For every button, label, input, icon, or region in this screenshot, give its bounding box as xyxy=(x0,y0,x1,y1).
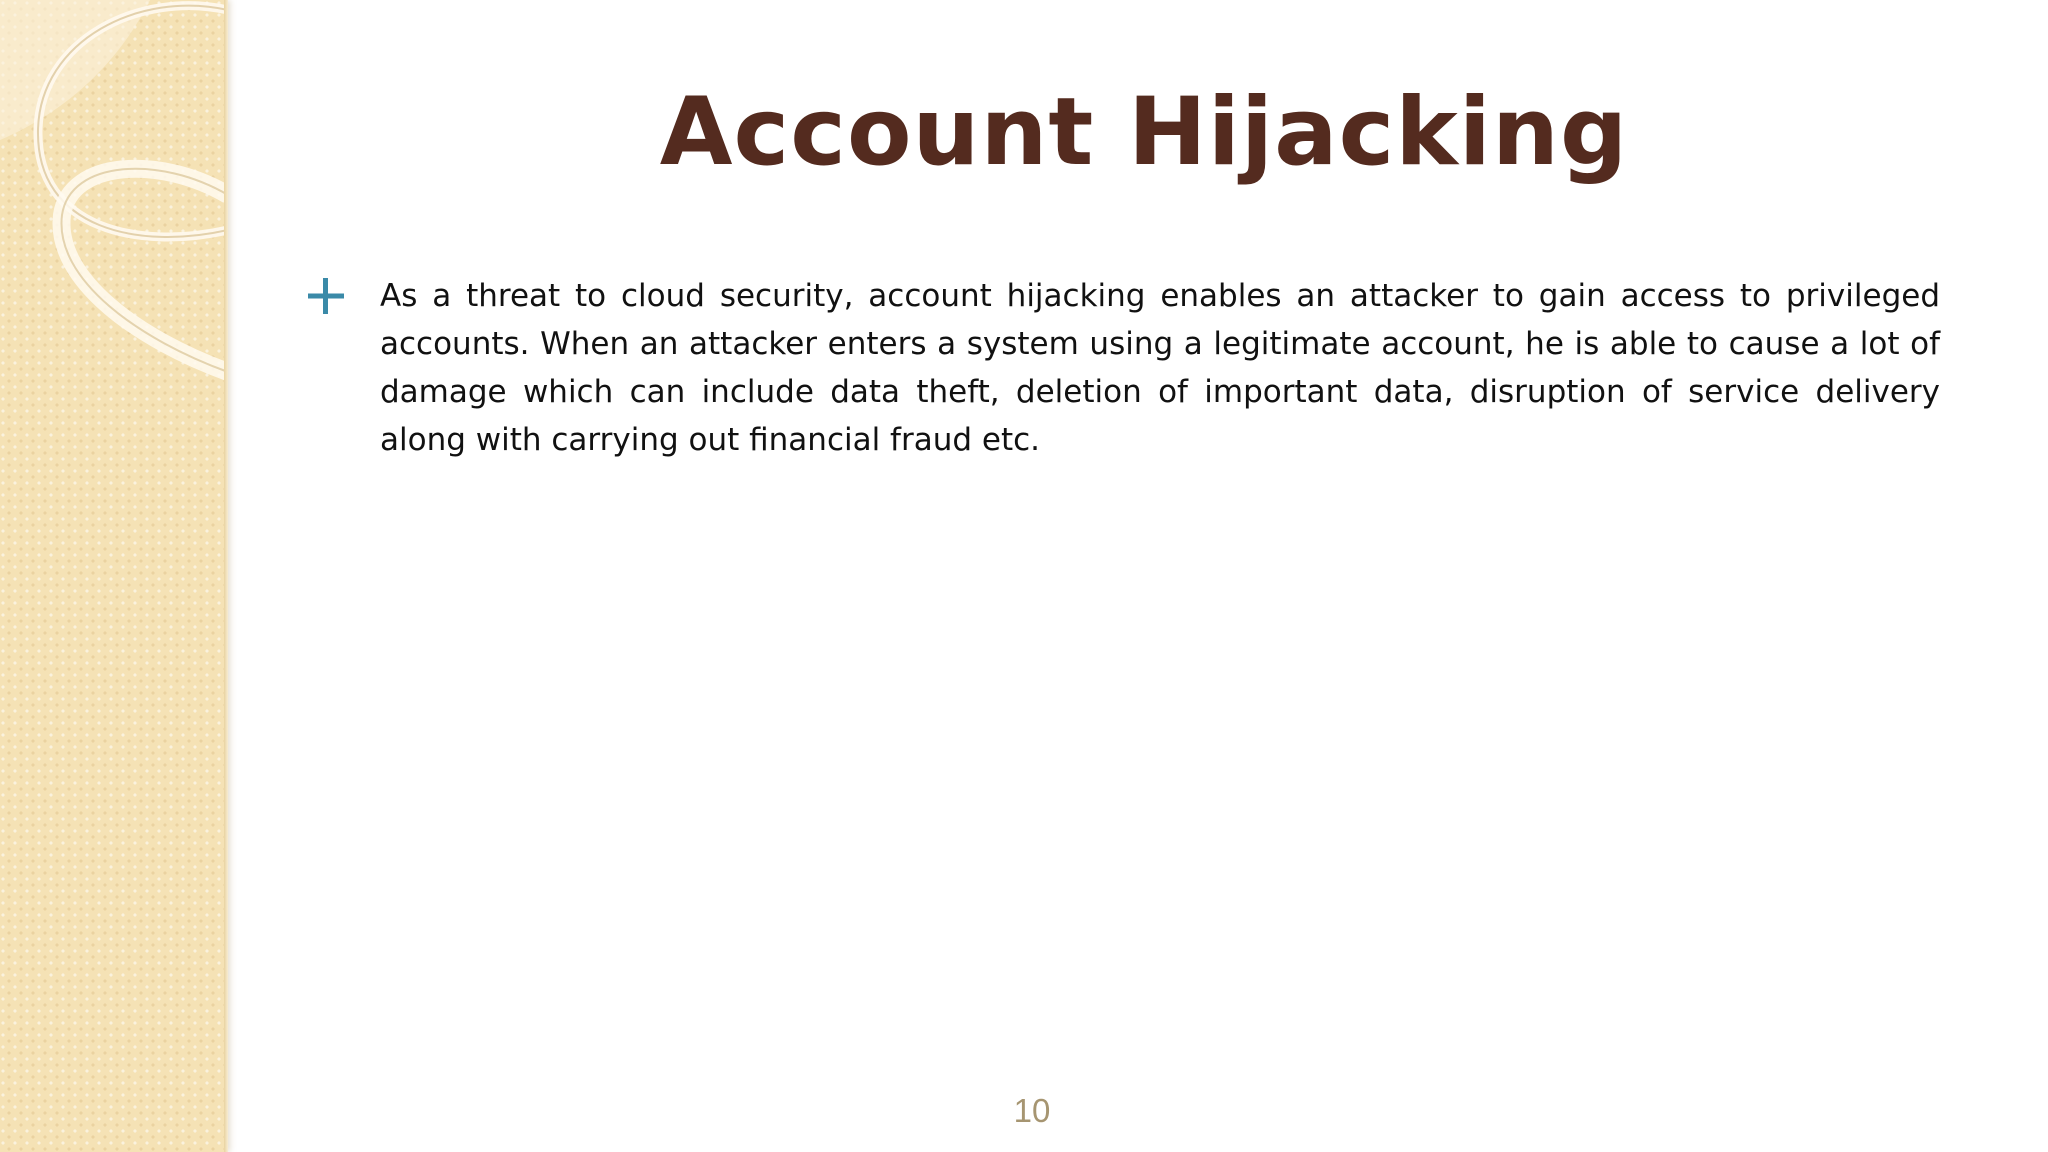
decorative-swirl-graphic xyxy=(0,0,228,420)
bullet-item xyxy=(300,272,1940,464)
bullet-text: As a threat to cloud security, account hijacking enables an attacker to gain access to privileged accounts. When an attacker enters a system using a legitimate account, he is able to cause a lot of damage which can include data theft, deletion of important data, disruption of service delivery along with carrying out financial fraud etc. xyxy=(380,278,1940,458)
slide-title: Account Hijacking xyxy=(659,78,1629,187)
plus-icon xyxy=(300,272,380,322)
page-number: 10 xyxy=(1013,1092,1051,1129)
decorative-side-band xyxy=(0,0,228,1152)
